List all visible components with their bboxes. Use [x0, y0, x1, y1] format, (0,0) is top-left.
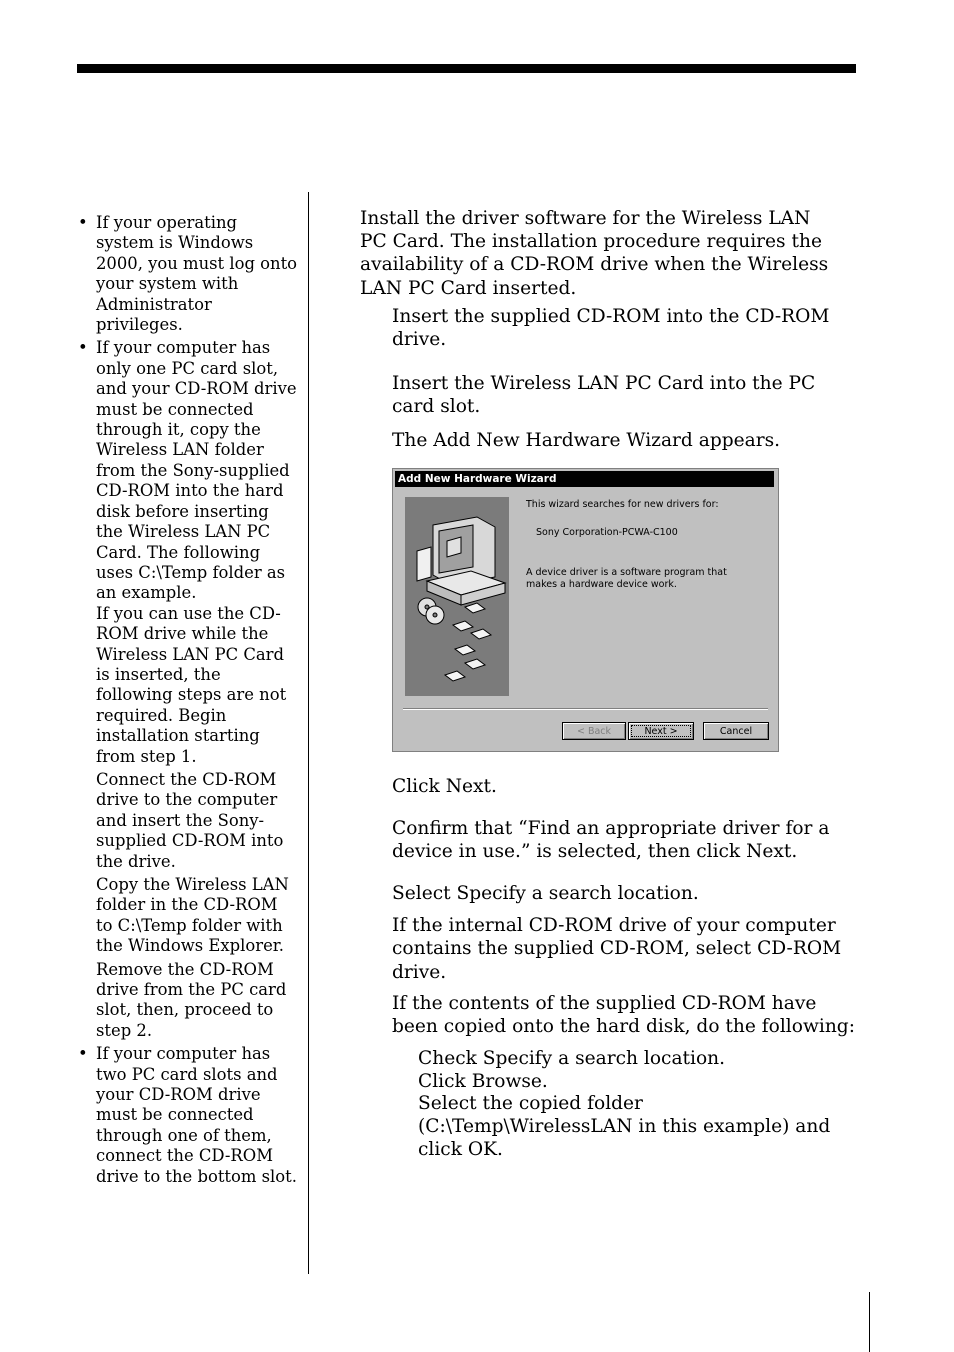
note-text: If your operating system is Windows 2000, you must log onto your system with Administrator privileges.	[96, 213, 298, 335]
intro-paragraph: Install the driver software for the Wireless LAN PC Card. The installation procedure requires the availability of a CD-ROM drive when the Wireless LAN PC Card inserted.	[360, 207, 829, 299]
note-substep: Copy the Wireless LAN folder in the CD-ROM to C:\Temp folder with the Windows Explorer.	[96, 875, 289, 956]
add-new-hardware-wizard	[392, 468, 779, 752]
step-5: Select Specify a search location.	[392, 883, 699, 904]
step-1: Insert the supplied CD-ROM into the CD-ROM drive.	[392, 306, 830, 351]
page-edge-rule	[869, 1292, 870, 1352]
note-substep: Remove the CD-ROM drive from the PC card slot, then, proceed to step 2.	[96, 959, 287, 1040]
step-2-note: The Add New Hardware Wizard appears.	[392, 430, 781, 451]
step-4: Confirm that “Find an appropriate driver for a device in use.” is selected, then click Next.	[392, 818, 830, 863]
header-rule	[77, 64, 856, 73]
step-2: Insert the Wireless LAN PC Card into the PC card slot.	[392, 373, 816, 418]
note-substep: Connect the CD-ROM drive to the computer and insert the Sony-supplied CD-ROM into the drive.	[96, 769, 284, 871]
bullet-icon: •	[78, 213, 88, 232]
wizard-device-name: Sony Corporation-PCWA-C100	[536, 527, 678, 538]
wizard-line-2: A device driver is a software program that makes a hardware device work.	[526, 567, 727, 590]
sub-step: Click Browse.	[418, 1070, 548, 1092]
note-text: If your computer has only one PC card slot, and your CD-ROM drive must be connected through it, copy the Wireless LAN folder from the Sony-supplied CD-ROM into the hard disk before inserting the Wireless LAN PC Card. The following uses C:\Temp folder as an example.	[96, 338, 297, 603]
step-3: Click Next.	[392, 776, 497, 797]
sub-steps-list	[418, 1048, 858, 1162]
note-item	[78, 338, 298, 1041]
step-5-note-2: If the contents of the supplied CD-ROM have been copied onto the hard disk, do the following:	[392, 993, 855, 1038]
note-extra: If you can use the CD-ROM drive while the Wireless LAN PC Card is inserted, the following steps are not required. Begin installation starting from step 1.	[96, 603, 287, 766]
wizard-title: Add New Hardware Wizard	[395, 471, 774, 487]
note-text: If your computer has two PC card slots and your CD-ROM drive must be connected through one of them, connect the CD-ROM drive to the bottom slot.	[96, 1044, 297, 1186]
note-item	[78, 1044, 298, 1187]
sub-step: Select the copied folder (C:\Temp\WirelessLAN in this example) and click OK.	[418, 1093, 831, 1160]
next-button[interactable]: Next >	[628, 722, 694, 740]
wizard-line-1: This wizard searches for new drivers for:	[526, 499, 719, 510]
column-divider	[308, 192, 309, 1274]
bullet-icon: •	[78, 338, 88, 358]
notes-column	[78, 213, 298, 1190]
back-button[interactable]: < Back	[562, 722, 626, 740]
computer-illustration-icon	[405, 497, 509, 696]
wizard-illustration	[405, 497, 509, 696]
wizard-separator	[403, 708, 768, 710]
cancel-button[interactable]: Cancel	[703, 722, 769, 740]
note-item	[78, 213, 298, 335]
bullet-icon: •	[78, 1044, 88, 1064]
sub-step: Check Specify a search location.	[418, 1048, 726, 1069]
step-5-note-1: If the internal CD-ROM drive of your computer contains the supplied CD-ROM, select CD-ROM drive.	[392, 915, 842, 983]
